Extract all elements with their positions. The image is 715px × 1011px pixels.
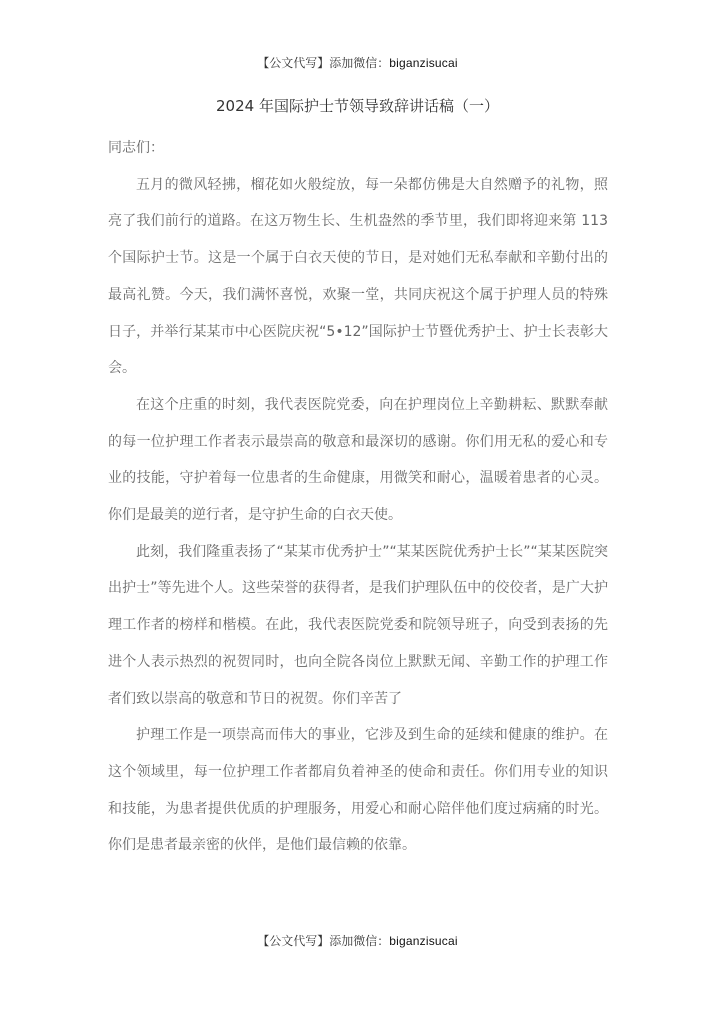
footer-ad-text: 【公文代写】添加微信：: [257, 934, 390, 948]
footer-wechat-id: biganzisucai: [389, 934, 458, 948]
salutation: 同志们：: [108, 140, 164, 156]
header-ad-text: 【公文代写】添加微信：: [257, 56, 390, 70]
page-header: [0, 54, 715, 71]
body-paragraph-3: 此刻，我们隆重表扬了“某某市优秀护士”“某某医院优秀护士长”“某某医院突出护士”等先进个人。这些荣誉的获得者，是我们护理队伍中的佼佼者，是广大护理工作者的榜样和楷模。在此，我代表医院党委和院领导班子，向受到表扬的先进个人表示热烈的祝贺同时，也向全院各岗位上默默无闻、辛勤工作的护理工作者们致以崇高的敬意和节日的祝贺。你们辛苦了: [108, 543, 608, 707]
page-footer: [0, 932, 715, 949]
document-title: 2024 年国际护士节领导致辞讲话稿（一）: [216, 97, 499, 115]
body-paragraph-1: 五月的微风轻拂，榴花如火般绽放，每一朵都仿佛是大自然赠予的礼物，照亮了我们前行的道路。在这万物生长、生机盎然的季节里，我们即将迎来第 113 个国际护士节。这是一个属于白衣天使的节日，是对她们无私奉献和辛勤付出的最高礼赞。今天，我们满怀喜悦，欢聚一堂，共同庆祝这个属于护理人员的特殊日子，并举行某某市中心医院庆祝“5•12”国际护士节暨优秀护士、护士长表彰大会。: [108, 176, 608, 377]
body-paragraph-4: 护理工作是一项崇高而伟大的事业，它涉及到生命的延续和健康的维护。在这个领域里，每一位护理工作者都肩负着神圣的使命和责任。你们用专业的知识和技能，为患者提供优质的护理服务，用爱心和耐心陪伴他们度过病痛的时光。你们是患者最亲密的伙伴，是他们最信赖的依靠。: [108, 727, 608, 854]
document-body: [108, 130, 608, 864]
body-paragraph-2: 在这个庄重的时刻，我代表医院党委，向在护理岗位上辛勤耕耘、默默奉献的每一位护理工作者表示最崇高的敬意和最深切的感谢。你们用无私的爱心和专业的技能，守护着每一位患者的生命健康，用微笑和耐心，温暖着患者的心灵。你们是最美的逆行者，是守护生命的白衣天使。: [108, 396, 608, 524]
header-wechat-id: biganzisucai: [389, 56, 458, 70]
